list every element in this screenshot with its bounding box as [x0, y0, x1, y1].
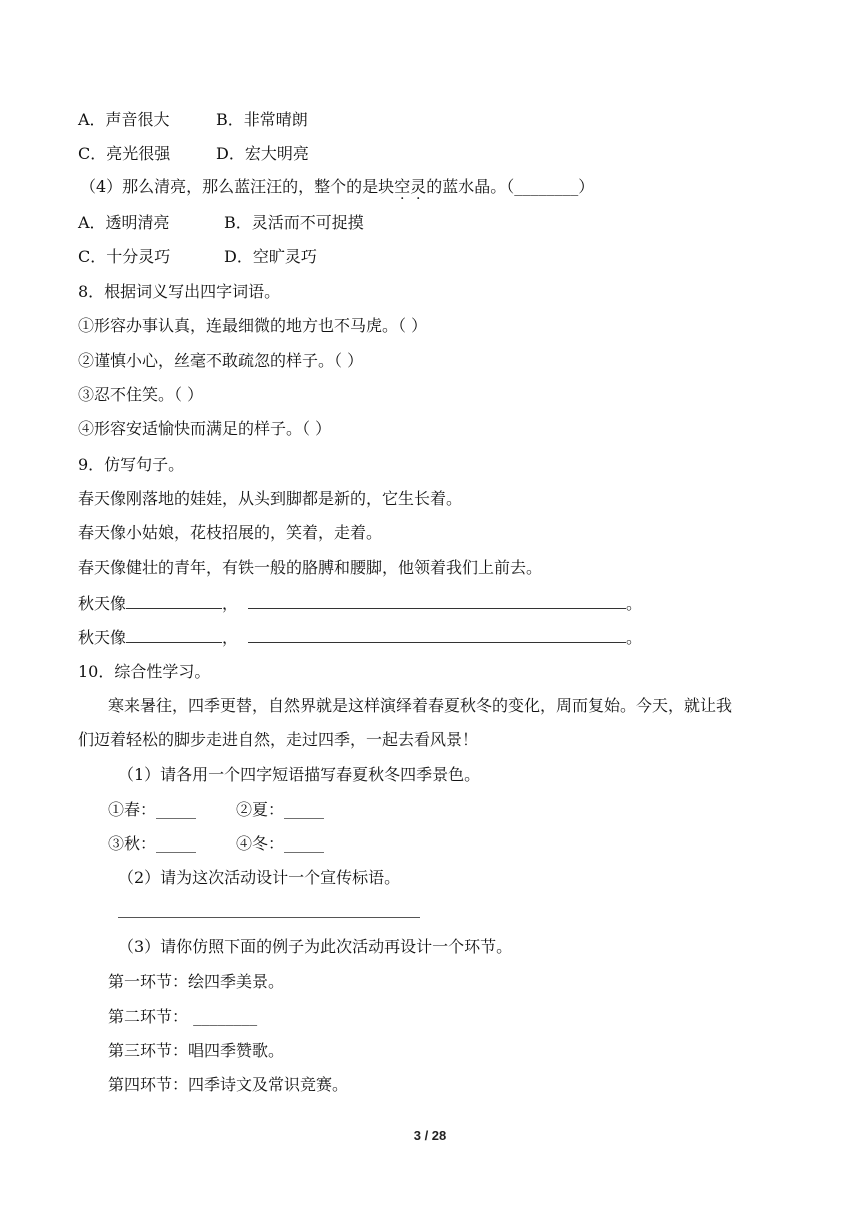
q8-item-4: ④形容安适愉快而满足的样子。（ ）	[78, 419, 332, 438]
comma: ，	[222, 594, 239, 613]
q10-sub1: （1）请各用一个四字短语描写春夏秋冬四季景色。	[118, 765, 481, 784]
step-2: 第二环节： ________	[108, 1007, 258, 1026]
q8-item-1: ①形容办事认真，连最细微的地方也不马虎。（ ）	[78, 316, 428, 335]
q10-title: 10．综合性学习。	[78, 662, 211, 681]
emphasis-char-2: 灵	[410, 177, 427, 196]
q9-answer-line-2	[78, 626, 790, 649]
autumn-blank: ③秋：_____	[108, 834, 197, 853]
season-row-2	[108, 833, 790, 855]
q8-item-3: ③忍不住笑。（ ）	[78, 385, 204, 404]
q7-options-row-2	[78, 143, 790, 165]
option-a: A．声音很大	[78, 110, 170, 129]
q8-title: 8．根据词义写出四字词语。	[78, 282, 281, 301]
sub4-text-pre: （4）那么清亮，那么蓝汪汪的，整个的是块	[80, 177, 395, 196]
q9-sentence-1: 春天像刚落地的娃娃，从头到脚都是新的，它生长着。	[78, 489, 463, 508]
comma: ，	[222, 628, 239, 647]
summer-blank: ②夏：_____	[236, 800, 325, 819]
answer-blank-long[interactable]	[248, 626, 626, 643]
option-d: D．宏大明亮	[216, 144, 309, 163]
winter-blank: ④冬：_____	[236, 834, 325, 853]
q10-sub2: （2）请为这次活动设计一个宣传标语。	[118, 868, 401, 887]
step-4: 第四环节：四季诗文及常识竞赛。	[108, 1075, 349, 1094]
q9-answer-line-1	[78, 592, 790, 615]
q9-sentence-2: 春天像小姑娘，花枝招展的，笑着，走着。	[78, 523, 383, 542]
option-b: B．非常晴朗	[216, 110, 308, 129]
option-b: B．灵活而不可捉摸	[224, 213, 364, 232]
q7-options-row-1	[78, 109, 790, 131]
option-c: C．亮光很强	[78, 144, 171, 163]
page-number: 3 / 28	[413, 1128, 447, 1143]
step-1: 第一环节：绘四季美景。	[108, 972, 285, 991]
q9-title: 9．仿写句子。	[78, 455, 185, 474]
answer-blank-long[interactable]	[248, 592, 626, 609]
q10-paragraph-line-2: 们迈着轻松的脚步走进自然，走过四季，一起去看风景！	[78, 730, 479, 749]
autumn-label: 秋天像	[78, 594, 127, 613]
answer-blank-short[interactable]	[126, 592, 222, 609]
period: 。	[626, 628, 643, 647]
q7-sub4	[80, 176, 790, 198]
emphasis-char-1: 空	[394, 177, 411, 196]
slogan-answer-line[interactable]	[118, 917, 420, 918]
answer-blank-short[interactable]	[126, 626, 222, 643]
q8-item-2: ②谨慎小心，丝毫不敢疏忽的样子。（ ）	[78, 351, 364, 370]
q10-sub3: （3）请你仿照下面的例子为此次活动再设计一个环节。	[118, 937, 513, 956]
option-c: C．十分灵巧	[78, 247, 171, 266]
spring-blank: ①春：_____	[108, 800, 197, 819]
step-3: 第三环节：唱四季赞歌。	[108, 1041, 285, 1060]
option-d: D．空旷灵巧	[224, 247, 317, 266]
q9-sentence-3: 春天像健壮的青年，有铁一般的胳膊和腰脚，他领着我们上前去。	[78, 558, 543, 577]
option-a: A．透明清亮	[78, 213, 170, 232]
q7-options-row-4	[78, 246, 790, 268]
season-row-1	[108, 799, 790, 821]
sub4-text-post: 的蓝水晶。（________）	[426, 177, 595, 196]
q7-options-row-3	[78, 212, 790, 234]
q10-paragraph-line-1: 寒来暑往，四季更替，自然界就是这样演绎着春夏秋冬的变化，周而复始。今天，就让我	[108, 696, 733, 715]
period: 。	[626, 594, 643, 613]
autumn-label: 秋天像	[78, 628, 127, 647]
